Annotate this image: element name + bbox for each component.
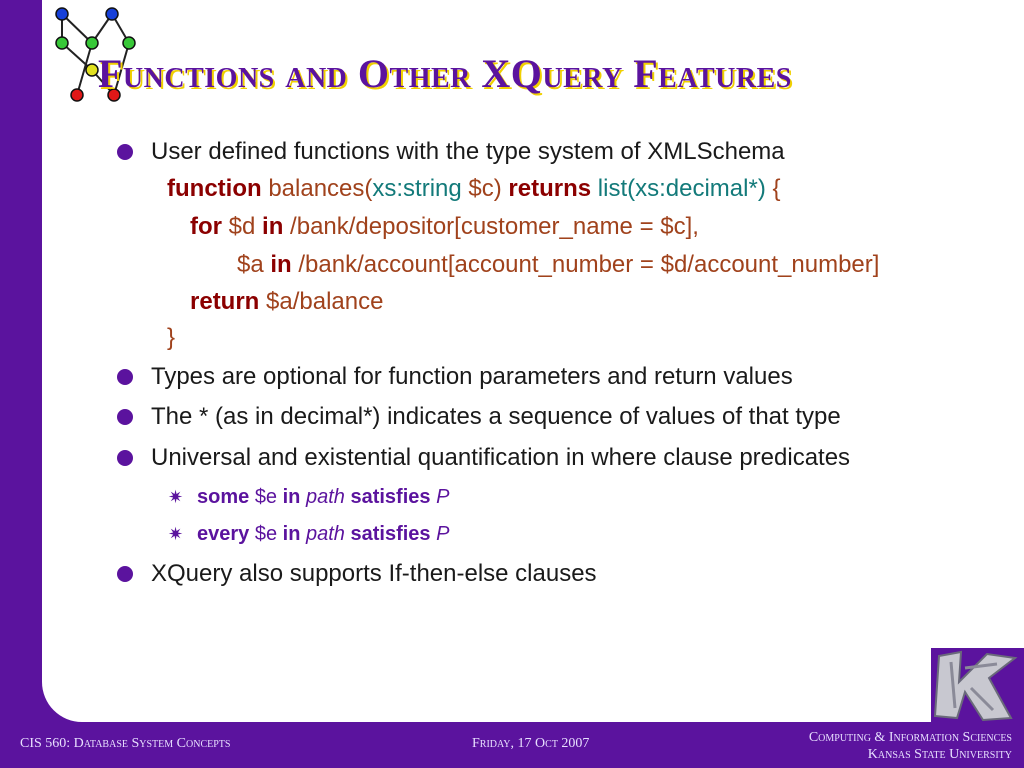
footer-dept: Computing & Information Sciences: [808, 730, 1012, 745]
param-name: $c): [461, 175, 502, 202]
keyword-in: in: [262, 213, 284, 240]
var-a: $a: [237, 251, 264, 278]
bullet-dot: [117, 144, 133, 160]
bullet-dot: [117, 369, 133, 385]
var-e: $e: [254, 523, 278, 545]
bullet-dot: [117, 566, 133, 582]
keyword-satisfies: satisfies: [350, 486, 431, 508]
keyword-some: some: [197, 486, 250, 508]
keyword-for: for: [190, 213, 222, 240]
bullet-types-optional: Types are optional for function parameters and return values: [151, 363, 793, 390]
slide-content-area: [42, 0, 1024, 722]
bullet-dot: [117, 450, 133, 466]
keyword-in: in: [270, 251, 292, 278]
code-line-account: [237, 251, 879, 279]
footer-univ: Kansas State University: [867, 747, 1012, 762]
var-e: $e: [254, 486, 278, 508]
account-path: /bank/account[account_number = $d/account_number]: [298, 251, 880, 278]
bullet-star-sequence: The * (as in decimal*) indicates a sequence of values of that type: [151, 403, 841, 430]
code-line-function-signature: [167, 175, 781, 203]
footer-institution: [809, 729, 1012, 763]
return-type: list(xs:decimal*): [597, 175, 766, 202]
predicate-placeholder: P: [436, 486, 450, 508]
param-type: xs:string: [372, 175, 462, 202]
code-line-for: [190, 213, 699, 241]
bullet-quantification: Universal and existential quantification in where clause predicates: [151, 444, 851, 471]
sub-bullet-every: [197, 523, 449, 546]
slide-title: Functions and Other XQuery Features: [98, 51, 792, 96]
sub-bullet-star-icon: ✷: [168, 524, 184, 544]
function-name: balances(: [268, 175, 373, 202]
open-brace: {: [765, 175, 781, 202]
code-line-close-brace: }: [167, 324, 176, 351]
keyword-in: in: [282, 486, 301, 508]
depositor-path: /bank/depositor[customer_name = $c],: [290, 213, 699, 240]
keyword-in: in: [282, 523, 301, 545]
footer-date: Friday, 17 Oct 2007: [472, 736, 590, 751]
code-line-return: [190, 288, 383, 316]
keyword-satisfies: satisfies: [350, 523, 431, 545]
path-placeholder: path: [305, 486, 345, 508]
keyword-return: return: [190, 288, 260, 315]
keyword-every: every: [197, 523, 250, 545]
sub-bullet-star-icon: ✷: [168, 487, 184, 507]
bullet-user-defined-functions: User defined functions with the type system of XMLSchema: [151, 138, 785, 165]
bullet-if-then-else: XQuery also supports If-then-else clauses: [151, 560, 597, 587]
sub-bullet-some: [197, 486, 449, 509]
var-d: $d: [228, 213, 256, 240]
path-placeholder: path: [306, 523, 345, 545]
predicate-placeholder: P: [436, 523, 450, 545]
keyword-function: function: [167, 175, 262, 202]
return-expression: $a/balance: [266, 288, 384, 315]
bullet-dot: [117, 409, 133, 425]
powercat-logo-icon: [931, 648, 1024, 724]
footer-course: CIS 560: Database System Concepts: [20, 736, 231, 751]
keyword-returns: returns: [508, 175, 592, 202]
